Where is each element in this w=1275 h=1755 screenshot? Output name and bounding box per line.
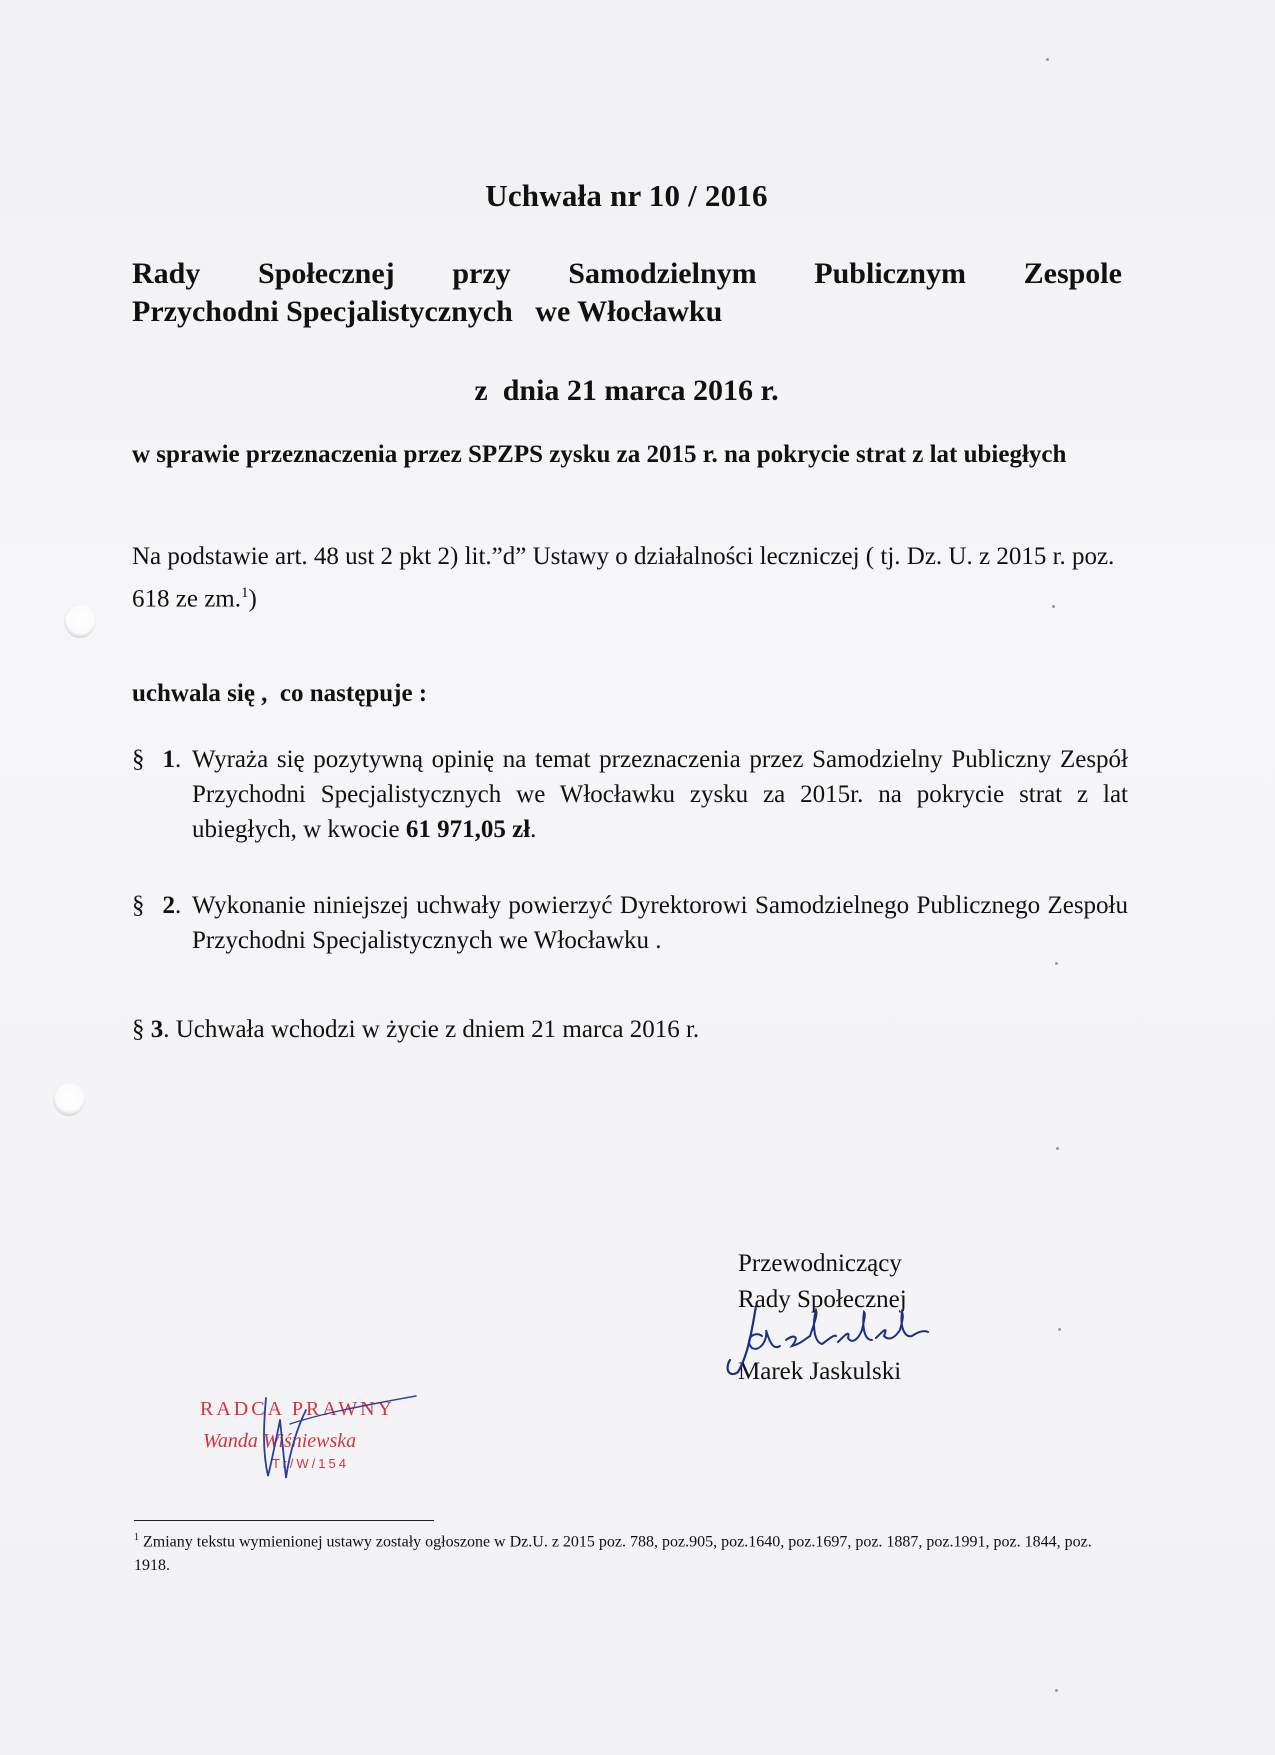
footnote-separator xyxy=(134,1520,434,1521)
resolution-date: z dnia 21 marca 2016 r. xyxy=(474,374,779,407)
counsel-signature xyxy=(180,1390,420,1485)
council-name xyxy=(132,255,1122,331)
legal-basis-closing: ) xyxy=(248,585,257,613)
paragraph-sep: . xyxy=(175,746,182,773)
council-word: Rady xyxy=(132,257,201,290)
footnote-reference: 1 xyxy=(240,585,249,601)
paragraph-num: 2 xyxy=(162,892,175,919)
legal-basis-text: Na podstawie art. 48 ust 2 pkt 2) lit.”d” Ustawy o działalności leczniczej ( tj. Dz. U. z 2015 r. poz. 618 ze zm. xyxy=(132,543,1115,613)
paragraph-body xyxy=(192,742,1128,847)
chairman-signature xyxy=(718,1300,948,1380)
section-sign: § xyxy=(132,746,145,773)
speck xyxy=(1055,1689,1058,1692)
council-name-line2: Przychodni Specjalistycznych we Włocławku xyxy=(132,295,723,328)
legal-counsel-stamp xyxy=(180,1390,420,1485)
section-sign: § xyxy=(132,892,145,919)
council-name-line1 xyxy=(132,255,1122,293)
punch-hole-bottom xyxy=(53,1082,85,1116)
paragraph-end: . xyxy=(530,816,537,843)
paragraph-sep: . xyxy=(175,892,182,919)
council-word: Samodzielnym xyxy=(568,257,757,290)
council-word: Publicznym xyxy=(814,257,966,290)
paragraph-1 xyxy=(132,742,1128,847)
stamp-line3: Tr/W/154 xyxy=(272,1456,349,1471)
footnote-text: Zmiany tekstu wymienionej ustawy zostały ogłoszone w Dz.U. z 2015 poz. 788, poz.905, poz.1640, poz.1697, poz. 1887, poz.1991, poz. 1844, poz. 1918. xyxy=(134,1533,1092,1575)
punch-hole-top xyxy=(64,604,96,638)
paragraph-2 xyxy=(132,888,1128,958)
speck xyxy=(1046,58,1049,61)
chair-role-line1: Przewodniczący xyxy=(738,1250,902,1277)
decides-clause: uchwala się , co następuje : xyxy=(132,680,428,707)
paragraph-number xyxy=(132,742,192,847)
footnote-ref: 1 xyxy=(134,1532,139,1543)
legal-basis xyxy=(132,538,1128,617)
paragraph-num: 1 xyxy=(162,746,175,773)
paragraph-sep: . xyxy=(163,1016,170,1043)
council-word: Społecznej xyxy=(258,257,395,290)
footnote xyxy=(134,1526,1114,1578)
speck xyxy=(1058,1328,1061,1331)
resolution-title: Uchwała nr 10 / 2016 xyxy=(485,178,768,213)
amount: 61 971,05 zł xyxy=(405,816,531,843)
paragraph-text: Uchwała wchodzi w życie z dniem 21 marca 2016 r. xyxy=(169,1016,700,1043)
council-word: Zespole xyxy=(1023,257,1122,290)
paragraph-body: Wykonanie niniejszej uchwały powierzyć Dyrektorowi Samodzielnego Publicznego Zespołu Przychodni Specjalistycznych we Włocławku . xyxy=(192,892,1128,954)
resolution-subject: w sprawie przeznaczenia przez SPZPS zysku za 2015 r. na pokrycie strat z lat ubiegłych xyxy=(132,441,1067,468)
paragraph-num: 3 xyxy=(150,1016,164,1043)
chair-name: Marek Jaskulski xyxy=(738,1358,902,1385)
paragraph-3 xyxy=(132,1012,1128,1047)
chair-role-line2: Rady Społecznej xyxy=(738,1286,907,1313)
section-sign: § xyxy=(132,1016,145,1043)
council-word: przy xyxy=(452,257,511,290)
paragraph-number xyxy=(132,888,192,958)
speck xyxy=(1055,962,1058,965)
stamp-line1: RADCA PRAWNY xyxy=(200,1398,395,1420)
speck xyxy=(1056,1147,1059,1150)
paragraph-text: Wyraża się pozytywną opinię na temat przeznaczenia przez Samodzielny Publiczny Zespół Przychodni Specjalistycznych we Włocławku zysku za 2015r. na pokrycie strat z lat ubiegłych, w kwocie xyxy=(192,746,1128,843)
stamp-line2: Wanda Wiśniewska xyxy=(203,1430,357,1452)
